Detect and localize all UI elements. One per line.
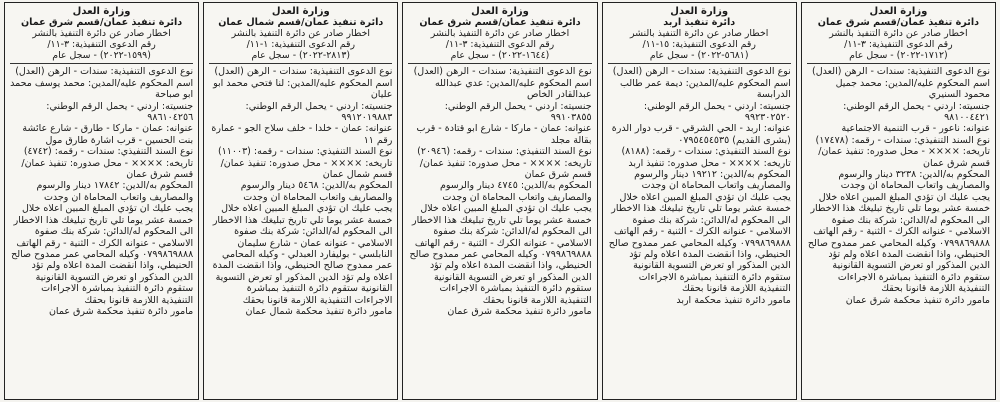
signature: مامور دائرة تنفيذ محكمة شمال عمان xyxy=(245,305,393,317)
ministry-title: وزارة العدل xyxy=(670,6,729,17)
case-type: نوع الدعوى التنفيذية: سندات - الرهن (العدل) xyxy=(15,66,194,78)
notice-column xyxy=(602,2,797,400)
bond-date-issuer: تاريخه: ×××× - محل صدوره: تنفيذ عمان/ قسم شرق عمان xyxy=(818,146,990,169)
judgment-amount: المحكوم به/الدين: ٥٤٦٨ دينار والرسوم والمصاريف واتعاب المحاماة ان وجدت xyxy=(240,180,393,203)
debtor-address: عنوانه: عمان - ماركا - شارع ابو قتادة - قرب بقالة مجلد xyxy=(416,123,592,146)
case-type: نوع الدعوى التنفيذية: سندات - الرهن (العدل) xyxy=(413,66,592,78)
debtor-address: عنوانه: اربد - الحي الشرقي - قرب دوار الدرة (بشرى القديم) ٠٧٩٥٤٥٤٥٣٥ xyxy=(611,123,791,146)
case-year: (١٦٤٤-٢٠٢٢) - سجل عام xyxy=(450,50,550,62)
ministry-title: وزارة العدل xyxy=(271,6,330,17)
debtor-name: اسم المحكوم عليه/المدين: محمد جميل محمود السنيري xyxy=(835,77,990,101)
ministry-title: وزارة العدل xyxy=(471,6,529,17)
bond-date-issuer: تاريخه: ×××× - محل صدوره: تنفيذ عمان/ قسم شمال عمان xyxy=(220,157,393,181)
notice-column xyxy=(203,2,398,400)
divider xyxy=(807,63,990,64)
bond-type: نوع السند التنفيذي: سندات - رقمه: (٨١٨٨) xyxy=(621,146,791,158)
judgment-amount: المحكوم به/الدين: ١٧٨٤٢ دينار والرسوم والمصاريف واتعاب المحاماة ان وجدت xyxy=(36,180,194,203)
notice-body: يجب عليك ان تؤدي المبلغ المبين اعلاه خلال خمسة عشر يوما تلي تاريخ تبليغك هذا الاخطار الى المحكوم له/الدائن: شركة بنك صفوة الاسلامي - عنوانه الكرك - الثنية - رقم الهاتف ٠٧٩٩٨٦٩٨٨٨ وكيله المحامي عمر ممدوح صالح الحنيطي، واذا انقضت المدة اعلاه ولم تؤد الدين المذكور او تعرض التسوية القانونية ستقوم دائرة التنفيذ بمباشرة الاجراءات التنفيذية اللازمة قانونا بحقك xyxy=(807,191,990,295)
notice-title: اخطار صادر عن دائرة التنفيذ بالنشر xyxy=(629,28,769,40)
case-number: رقم الدعوى التنفيذية: ٣-١١/ xyxy=(445,39,555,51)
debtor-name: اسم المحكوم عليه/المدين: محمد يوسف محمد ابو صباحة xyxy=(10,77,194,101)
divider xyxy=(10,63,193,64)
case-type: نوع الدعوى التنفيذية: سندات - الرهن (العدل) xyxy=(612,66,791,78)
judgment-amount: المحكوم به/الدين: ٤٧٤٥ دينار والرسوم والمصاريف واتعاب المحاماة ان وجدت xyxy=(440,180,592,203)
debtor-address: عنوانه: عمان - خلدا - خلف سلاح الجو - عمارة رقم ١١ xyxy=(211,123,393,146)
department: دائرة تنفيذ عمان/قسم شمال عمان xyxy=(218,17,384,29)
notice-title: اخطار صادر عن دائرة التنفيذ بالنشر xyxy=(32,28,171,40)
case-type: نوع الدعوى التنفيذية: سندات - الرهن (العدل) xyxy=(214,66,393,78)
department: دائرة تنفيذ عمان/قسم شرق عمان xyxy=(20,17,183,29)
debtor-address: عنوانه: ناعور - قرب التنمية الاجتماعية xyxy=(841,123,990,135)
judgment-amount: المحكوم به/الدين: ١٩٢١٢ دينار والرسوم والمصاريف واتعاب المحاماة ان وجدت xyxy=(634,169,791,192)
divider xyxy=(608,63,791,64)
divider xyxy=(408,63,591,64)
debtor-nationality: جنسيته: اردني - يحمل الرقم الوطني: ٩٨٦١٠٤٢٥٦ xyxy=(46,100,194,124)
case-year: (٥٦٨١-٢٠٢٢) - سجل عام xyxy=(649,50,749,62)
notice-column xyxy=(402,2,597,400)
case-number: رقم الدعوى التنفيذية: ١-١١/ xyxy=(246,39,356,51)
debtor-name: اسم المحكوم عليه/المدين: لنا فتحي محمد ابو عليان xyxy=(213,77,393,101)
debtor-nationality: جنسيته: اردني - يحمل الرقم الوطني: ٩٨١٠٠٤٤٢١ xyxy=(843,100,990,124)
notice-title: اخطار صادر عن دائرة التنفيذ بالنشر xyxy=(430,28,570,40)
bond-type: نوع السند التنفيذي: سندات - رقمه: (٢٠٩٤٦) xyxy=(417,146,592,158)
debtor-name: اسم المحكوم عليه/المدين: ديمة عمر طالب الدرابسة xyxy=(619,77,791,101)
department: دائرة تنفيذ اربد xyxy=(663,17,736,29)
ministry-title: وزارة العدل xyxy=(869,6,928,17)
signature: مامور دائرة تنفيذ محكمة اربد xyxy=(676,294,791,306)
divider xyxy=(209,63,392,64)
signature: مامور دائرة تنفيذ محكمة شرق عمان xyxy=(447,305,592,317)
debtor-name: اسم المحكوم عليه/المدين: عدي عبدالله عبدالقادر الخاص xyxy=(434,77,592,101)
notice-body: يجب عليك ان تؤدي المبلغ المبين اعلاه خلال خمسة عشر يوما تلي تاريخ تبليغك هذا الاخطار الى المحكوم له/الدائن: شركة بنك صفوة الاسلامي - عنوانه الكرك - الثنية - رقم الهاتف ٠٧٩٩٨٦٩٨٨٨ وكيله المحامي عمر ممدوح صالح الحنيطي، واذا انقضت المدة اعلاه ولم تؤد الدين المذكور او تعرض التسوية القانونية ستقوم دائرة التنفيذ بمباشرة الاجراءات التنفيذية اللازمة قانونا بحقك xyxy=(11,203,194,306)
notice-title: اخطار صادر عن دائرة التنفيذ بالنشر xyxy=(231,28,370,40)
notice-column xyxy=(801,2,996,400)
debtor-nationality: جنسيته: اردني - يحمل الرقم الوطني: ٩٩١٠٣٨٥٥ xyxy=(444,100,592,124)
judgment-amount: المحكوم به/الدين: ٣٢٣٨ دينار والرسوم والمصاريف واتعاب المحاماة ان وجدت xyxy=(838,169,990,192)
case-year: (١٥٩٩-٢٠٢٢) - سجل عام xyxy=(52,50,151,62)
notice-title: اخطار صادر عن دائرة التنفيذ بالنشر xyxy=(829,28,968,40)
case-number: رقم الدعوى التنفيذية: ٣-١١/ xyxy=(844,39,953,51)
case-type: نوع الدعوى التنفيذية: سندات - الرهن (العدل) xyxy=(812,66,990,78)
department: دائرة تنفيذ عمان/قسم شرق عمان xyxy=(817,17,980,29)
notice-body: يجب عليك ان تؤدي المبلغ المبين اعلاه خلال خمسة عشر يوما تلي تاريخ تبليغك هذا الاخطار الى المحكوم له/الدائن: شركة بنك صفوة الاسلامي - عنوانه الكرك - الثنية - رقم الهاتف ٠٧٩٩٨٦٩٨٨٨ وكيله المحامي عمر ممدوح صالح الحنيطي، واذا انقضت المدة اعلاه ولم تؤد الدين المذكور او تعرض التسوية القانونية ستقوم دائرة التنفيذ بمباشرة الاجراءات التنفيذية اللازمة قانونا بحقك xyxy=(608,191,791,295)
ministry-title: وزارة العدل xyxy=(72,6,131,17)
debtor-nationality: جنسيته: اردني - يحمل الرقم الوطني: ٩٩٢٣٠٢٥٢٠ xyxy=(643,100,791,124)
notice-body: يجب عليك ان تؤدي المبلغ المبين اعلاه خلال خمسة عشر يوما تلي تاريخ تبليغك هذا الاخطار الى المحكوم له/الدائن: شركة بنك صفوة الاسلامي - عنوانه عمان - شارع سليمان النابلسي - بوليفارد العبدلي - وكيله المحامي عمر ممدوح صالح الحنيطي، واذا انقضت المدة اعلاه ولم تؤد الدين المذكور او تعرض التسوية القانونية ستقوم دائرة التنفيذ بمباشرة الاجراءات التنفيذية اللازمة قانونا بحقك xyxy=(212,203,393,306)
bond-date-issuer: تاريخه: ×××× - محل صدوره: تنفيذ عمان/ قسم شرق عمان xyxy=(21,157,194,181)
case-year: (٢٨١٣-٢٠٢٢) - سجل عام xyxy=(251,50,351,62)
debtor-address: عنوانه: عمان - ماركا - طارق - شارع عائشة بنت الحسين - قرب اشارة طارق مول xyxy=(22,123,194,146)
notice-body: يجب عليك ان تؤدي المبلغ المبين اعلاه خلال خمسة عشر يوما تلي تاريخ تبليغك هذا الاخطار الى المحكوم له/الدائن: شركة بنك صفوة الاسلامي - عنوانه الكرك - الثنية - رقم الهاتف ٠٧٩٩٨٦٩٨٨٨ وكيله المحامي عمر ممدوح صالح الحنيطي، واذا انقضت المدة اعلاه ولم تؤد الدين المذكور او تعرض التسوية القانونية ستقوم دائرة التنفيذ بمباشرة الاجراءات التنفيذية اللازمة قانونا بحقك xyxy=(409,203,592,306)
notice-column xyxy=(4,2,199,400)
bond-type: نوع السند التنفيذي: سندات - رقمه: (٤٧٤٢) xyxy=(23,146,194,158)
department: دائرة تنفيذ عمان/قسم شرق عمان xyxy=(419,17,581,29)
debtor-nationality: جنسيته: اردني - يحمل الرقم الوطني: ٩٩١٢٠١٩٨٨٣ xyxy=(245,100,393,124)
bond-date-issuer: تاريخه: ×××× - محل صدوره: تنفيذ عمان/ قسم شرق عمان xyxy=(419,157,592,181)
case-year: (١٧١٢-٢٠٢٢) - سجل عام xyxy=(849,50,948,62)
signature: مامور دائرة تنفيذ محكمة شرق عمان xyxy=(48,305,194,317)
case-number: رقم الدعوى التنفيذية: ٣-١١/ xyxy=(47,39,156,51)
bond-type: نوع السند التنفيذي: سندات - رقمه: (١١٠٠٣) xyxy=(217,146,393,158)
bond-type: نوع السند التنفيذي: سندات - رقمه: (١٧٤٧٨) xyxy=(815,134,990,146)
case-number: رقم الدعوى التنفيذية: ١٥-١١/ xyxy=(642,39,756,51)
signature: مامور دائرة تنفيذ محكمة شرق عمان xyxy=(845,294,990,306)
bond-date-issuer: تاريخه: ×××× - محل صدوره: تنفيذ اربد xyxy=(628,157,791,169)
